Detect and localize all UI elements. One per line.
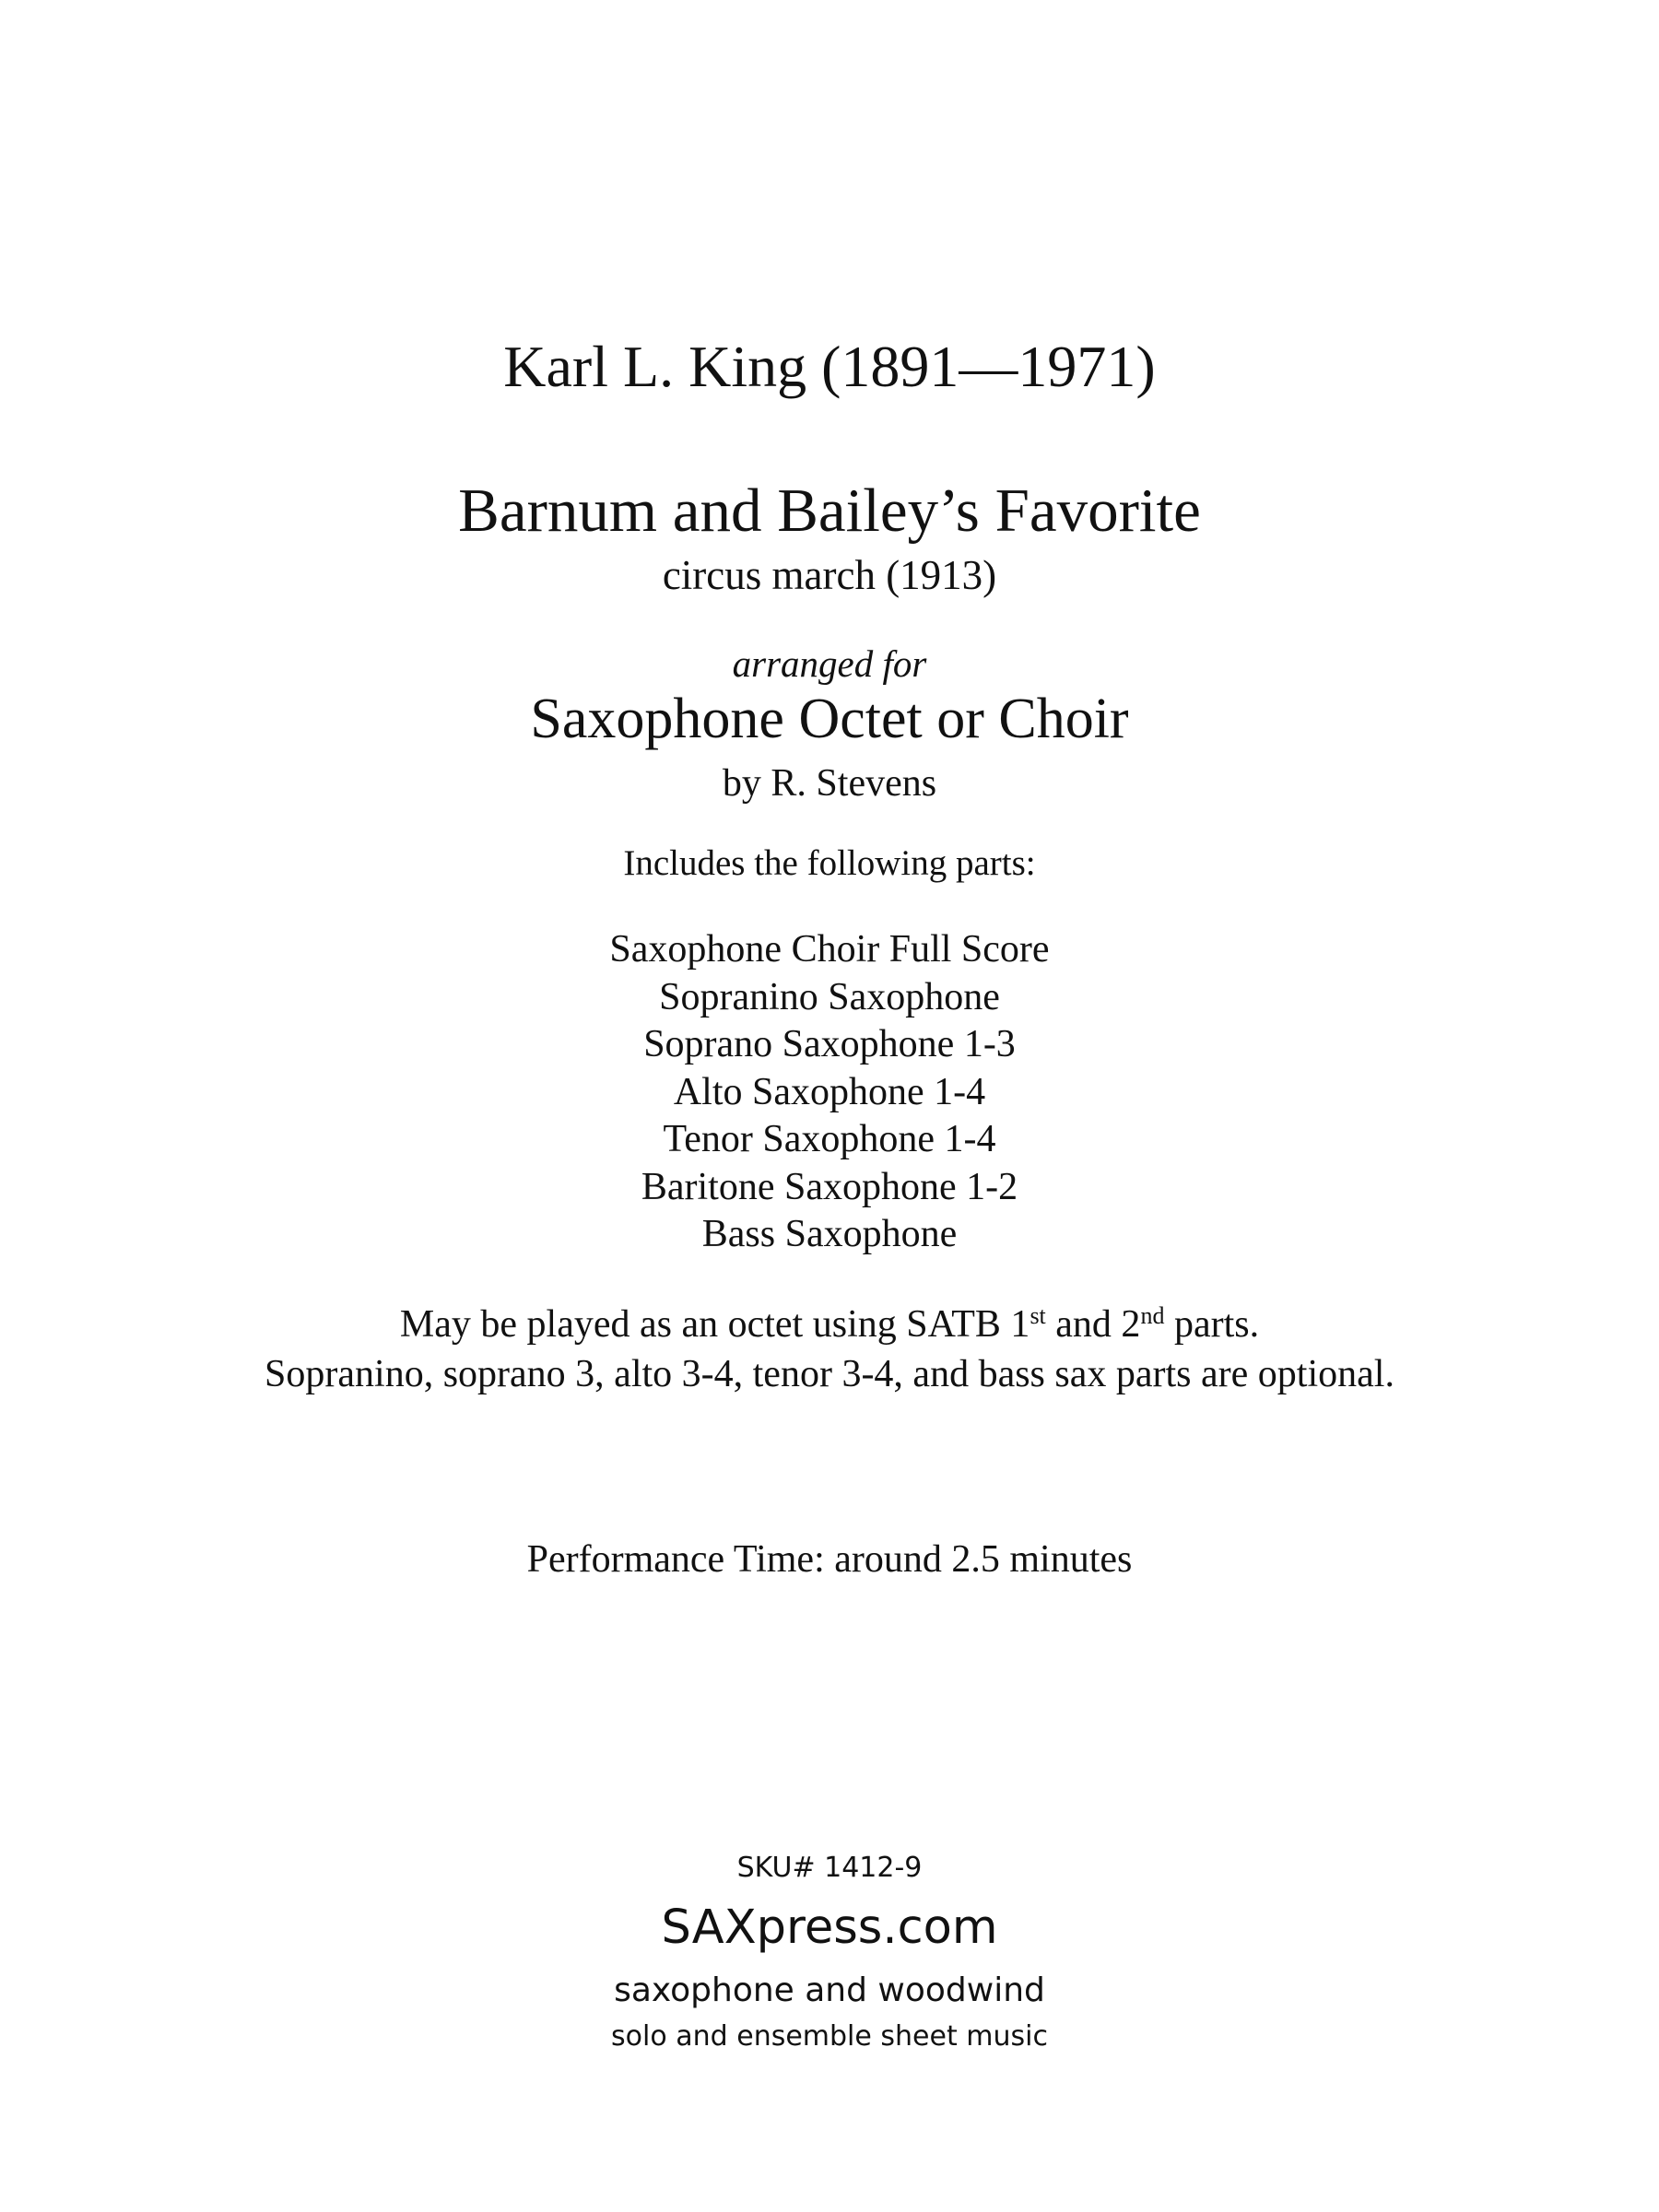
part-item: Sopranino Saxophone <box>659 975 1000 1018</box>
parts-list <box>0 926 1659 1259</box>
optional-parts-note: Sopranino, soprano 3, alto 3-4, tenor 3-4, and bass sax parts are optional. <box>265 1353 1394 1395</box>
part-item: Bass Saxophone <box>701 1213 958 1255</box>
octet-note <box>0 1302 1659 1346</box>
ensemble-name: Saxophone Octet or Choir <box>530 688 1129 750</box>
parts-heading: Includes the following parts: <box>623 843 1036 883</box>
publisher-tagline: saxophone and woodwind <box>614 1971 1045 2009</box>
piece-title: Barnum and Bailey’s Favorite <box>458 477 1201 545</box>
composer-line: Karl L. King (1891—1971) <box>503 334 1156 399</box>
ordinal-suffix: nd <box>1140 1302 1165 1329</box>
sku-label: SKU# 1412-9 <box>736 1852 923 1884</box>
arranger-credit: by R. Stevens <box>722 762 937 805</box>
part-item: Baritone Saxophone 1-2 <box>641 1165 1018 1208</box>
publisher-tagline-secondary: solo and ensemble sheet music <box>611 2020 1048 2053</box>
part-item: Soprano Saxophone 1-3 <box>643 1023 1016 1065</box>
part-item: Alto Saxophone 1-4 <box>673 1070 986 1113</box>
performance-time: Performance Time: around 2.5 minutes <box>526 1538 1133 1581</box>
octet-note-text: May be played as an octet using SATB 1 <box>399 1303 1030 1346</box>
octet-note-text: parts. <box>1164 1303 1260 1346</box>
arranged-for-label: arranged for <box>732 642 927 685</box>
part-item: Saxophone Choir Full Score <box>609 928 1050 971</box>
part-item: Tenor Saxophone 1-4 <box>663 1118 996 1160</box>
ordinal-suffix: st <box>1030 1302 1046 1329</box>
piece-subtitle: circus march (1913) <box>662 552 997 598</box>
publisher-site: SAXpress.com <box>661 1900 998 1955</box>
octet-note-text: and 2 <box>1045 1303 1141 1346</box>
